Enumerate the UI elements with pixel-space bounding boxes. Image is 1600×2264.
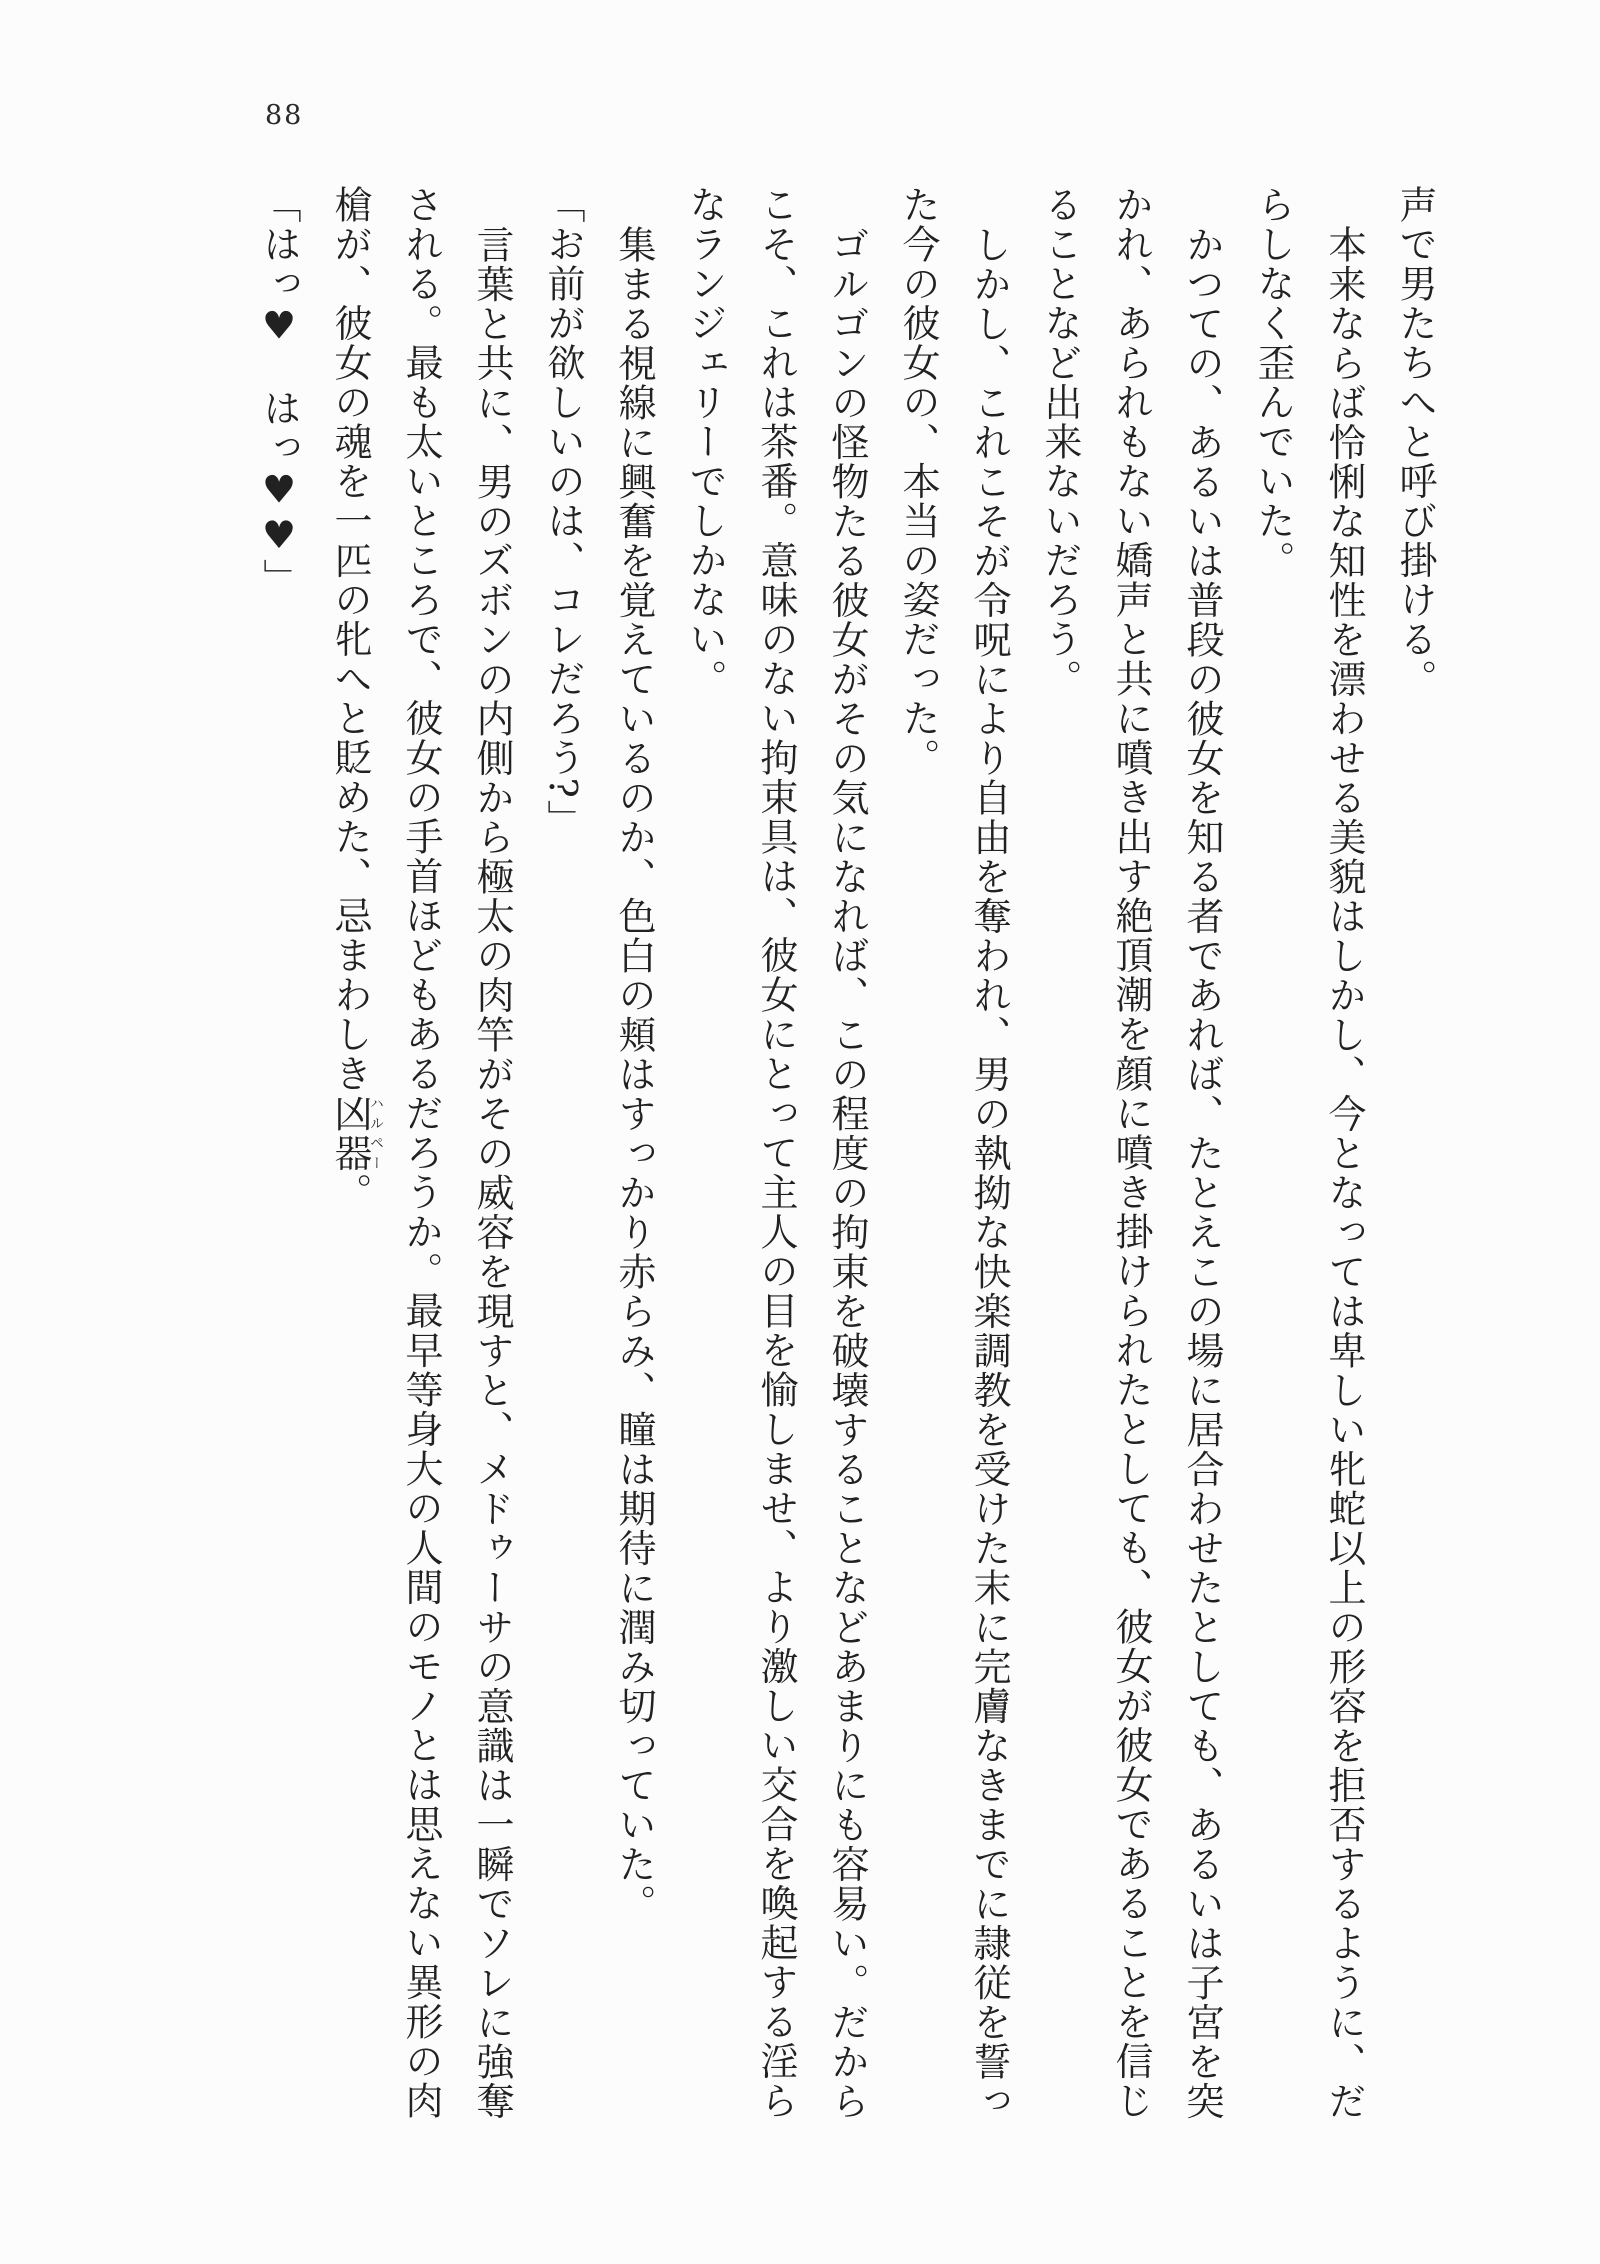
text-column-4: かつての、あるいは普段の彼女を知る者であれば、たとえこの場に居合わせたとしても、あるいは子宮を突 [1180,225,1224,2121]
text-column-12: 集まる視線に興奮を覚えているのか、色白の頬はすっかり赤らみ、瞳は期待に潤み切っていた。 [612,225,656,1924]
text-column-15: される。最も太いところで、彼女の手首ほどもあるだろうか。最早等身大の人間のモノとは思えない異形の肉 [399,185,443,2121]
column-16-post-text: 。 [328,1172,372,1212]
vertical-text-block [240,185,1450,2130]
text-column-17: 「はっ♥ はっ♥♥」 [257,185,301,598]
text-column-8: た今の彼女の、本当の姿だった。 [896,185,940,778]
text-column-16 [314,185,385,2130]
text-column-6: ることなど出来ないだろう。 [1038,185,1082,699]
column-16-pre-text: 槍が、彼女の魂を一匹の牝へと貶めた、忌まわしき [328,185,372,1094]
kyouki-furigana: ハルペー [368,1093,384,1173]
text-column-10: こそ、これは茶番。意味のない拘束具は、彼女にとって主人の目を愉しませ、より激しい交合を喚起する淫ら [754,185,798,2121]
kyouki-base-text: 凶器 [328,1093,372,1173]
page-number: 88 [265,100,304,131]
text-column-9: ゴルゴンの怪物たる彼女がその気になれば、この程度の拘束を破壊することなどあまりにも容易い。だから [825,225,869,2121]
text-column-1: 声で男たちへと呼び掛ける。 [1393,185,1437,699]
text-column-5: かれ、あられもない嬌声と共に噴き出す絶頂潮を顔に噴き掛けられたとしても、彼女が彼女であることを信じ [1109,185,1153,2121]
text-column-7: しかし、これこそが令呪により自由を奪われ、男の執拗な快楽調教を受けた末に完膚なきまでに隷従を誓っ [967,225,1011,2121]
text-column-14: 言葉と共に、男のズボンの内側から極太の肉竿がその威容を現すと、メドゥーサの意識は一瞬でソレに強奪 [470,225,514,2121]
text-column-13: 「お前が欲しいのは、コレだろう?」 [541,185,585,839]
text-column-11: なランジェリーでしかない。 [683,185,727,699]
text-column-2: 本来ならば怜悧な知性を漂わせる美貌はしかし、今となっては卑しい牝蛇以上の形容を拒否するように、だ [1322,225,1366,2121]
text-column-3: らしなく歪んでいた。 [1251,185,1295,580]
kyouki-ruby [328,1093,384,1173]
